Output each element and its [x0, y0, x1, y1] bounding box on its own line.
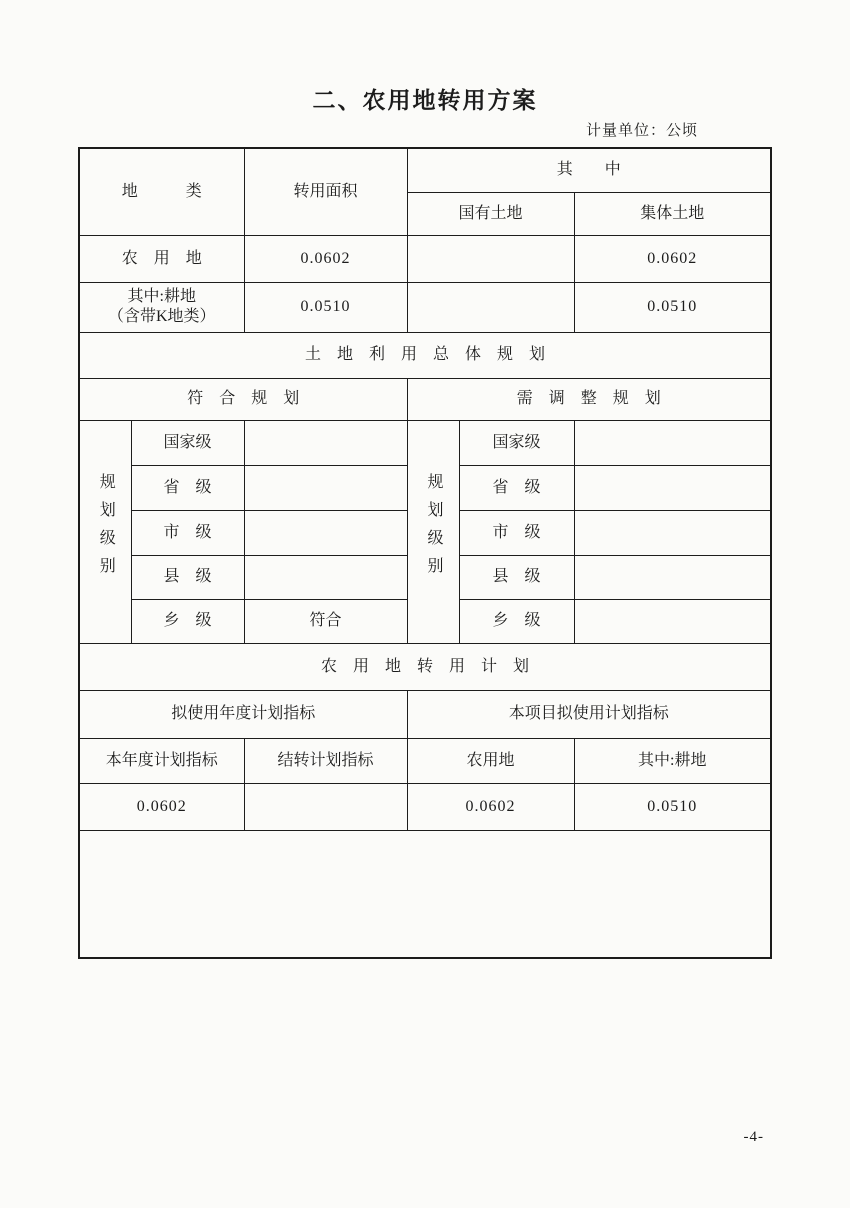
farmland-row-label: 农 用 地	[79, 235, 244, 282]
conform-planning-title: 符 合 规 划	[79, 378, 407, 420]
adjust-level-province-label: 省 级	[459, 465, 574, 510]
cultivated-label-line2: （含带K地类）	[107, 308, 216, 325]
plan-header-cultivated: 其中:耕地	[574, 738, 771, 783]
adjust-level-city-value	[574, 510, 771, 555]
conversion-plan-section-title: 农 用 地 转 用 计 划	[79, 643, 771, 690]
farmland-collective-value: 0.0602	[574, 235, 771, 282]
conform-level-province-label: 省 级	[131, 465, 244, 510]
header-conversion-area: 转用面积	[244, 148, 407, 235]
plan-value-carryover	[244, 783, 407, 830]
farmland-area-value: 0.0602	[244, 235, 407, 282]
adjust-planning-title: 需 调 整 规 划	[407, 378, 771, 420]
conform-level-county-label: 县 级	[131, 555, 244, 599]
conform-level-axis	[79, 420, 131, 643]
plan-header-current-year: 本年度计划指标	[79, 738, 244, 783]
conform-level-city-value	[244, 510, 407, 555]
cultivated-label-line1: 其中:耕地	[127, 288, 196, 305]
header-state-owned-land: 国有土地	[407, 192, 574, 235]
conform-level-city-label: 市 级	[131, 510, 244, 555]
plan-header-farmland: 农用地	[407, 738, 574, 783]
cultivated-collective-value: 0.0510	[574, 282, 771, 332]
cultivated-state-owned-value	[407, 282, 574, 332]
page-number: -4-	[743, 1129, 764, 1145]
bottom-empty-cell	[79, 830, 771, 958]
conform-level-county-value	[244, 555, 407, 599]
page-title: 二、农用地转用方案	[312, 88, 538, 113]
conform-level-national-label: 国家级	[131, 420, 244, 465]
annual-plan-title: 拟使用年度计划指标	[79, 690, 407, 738]
cultivated-area-value: 0.0510	[244, 282, 407, 332]
conform-level-province-value	[244, 465, 407, 510]
adjust-level-axis	[407, 420, 459, 643]
cultivated-row-label	[79, 282, 244, 332]
conform-level-township-label: 乡 级	[131, 599, 244, 643]
header-collective-land: 集体土地	[574, 192, 771, 235]
adjust-level-township-label: 乡 级	[459, 599, 574, 643]
plan-value-current-year: 0.0602	[79, 783, 244, 830]
conform-level-axis-label: 规划级别	[97, 472, 115, 585]
conform-level-national-value	[244, 420, 407, 465]
overall-planning-section-title: 土 地 利 用 总 体 规 划	[79, 332, 771, 378]
adjust-level-city-label: 市 级	[459, 510, 574, 555]
land-conversion-table	[78, 147, 772, 959]
adjust-level-province-value	[574, 465, 771, 510]
adjust-level-national-label: 国家级	[459, 420, 574, 465]
project-plan-title: 本项目拟使用计划指标	[407, 690, 771, 738]
conform-level-township-value: 符合	[244, 599, 407, 643]
adjust-level-national-value	[574, 420, 771, 465]
header-land-type: 地 类	[79, 148, 244, 235]
plan-header-carryover: 结转计划指标	[244, 738, 407, 783]
adjust-level-county-label: 县 级	[459, 555, 574, 599]
header-of-which: 其 中	[407, 148, 771, 192]
plan-value-farmland: 0.0602	[407, 783, 574, 830]
farmland-state-owned-value	[407, 235, 574, 282]
plan-value-cultivated: 0.0510	[574, 783, 771, 830]
unit-of-measure-label: 计量单位：公顷	[585, 123, 698, 139]
adjust-level-axis-label: 规划级别	[425, 472, 443, 585]
adjust-level-county-value	[574, 555, 771, 599]
adjust-level-township-value	[574, 599, 771, 643]
